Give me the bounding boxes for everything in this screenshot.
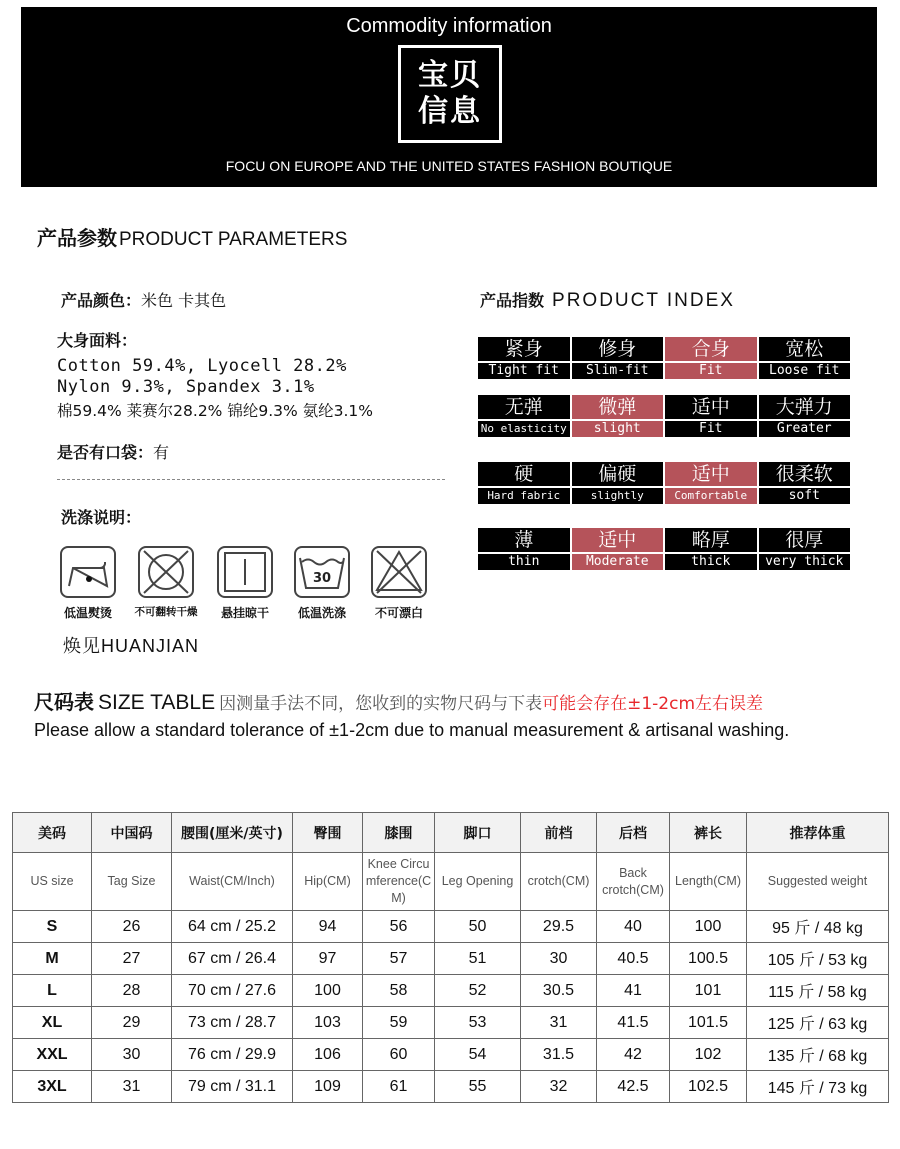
table-cell: 95 斤 / 48 kg	[747, 911, 889, 943]
size-table	[12, 812, 889, 1103]
table-cell: 32	[521, 1071, 597, 1103]
index-title-cn: 产品指数	[480, 291, 545, 310]
index-cell-en: Slim-fit	[572, 363, 664, 379]
banner-box-line2: 信息	[418, 94, 482, 129]
size-cell: XL	[13, 1007, 92, 1039]
table-cell: 27	[92, 943, 172, 975]
color-value: 米色 卡其色	[141, 291, 227, 310]
table-cell: 58	[363, 975, 435, 1007]
wash-item-no-bleach	[368, 546, 430, 621]
size-cell: 3XL	[13, 1071, 92, 1103]
table-cell: 30	[92, 1039, 172, 1071]
index-cell-en: Loose fit	[759, 363, 851, 379]
size-table-heading	[34, 686, 763, 715]
table-cell: 52	[435, 975, 521, 1007]
col-header-cn: 推荐体重	[747, 813, 889, 853]
commodity-banner	[21, 7, 877, 187]
table-cell: 54	[435, 1039, 521, 1071]
banner-box	[398, 45, 502, 143]
index-cell-en: slight	[572, 421, 664, 437]
table-cell: 30	[521, 943, 597, 975]
size-title-cn: 尺码表	[34, 690, 94, 714]
index-cell-en: soft	[759, 488, 851, 504]
wash-item-wash-30	[290, 546, 354, 621]
table-cell: 57	[363, 943, 435, 975]
table-cell: 42	[597, 1039, 670, 1071]
table-cell: 28	[92, 975, 172, 1007]
index-cell	[759, 528, 851, 570]
table-cell: 109	[293, 1071, 363, 1103]
col-header-en: Waist(CM/Inch)	[172, 853, 293, 911]
index-cell-en: Comfortable	[665, 488, 757, 504]
size-cell: S	[13, 911, 92, 943]
fabric-line-1: Cotton 59.4%, Lyocell 28.2%	[57, 356, 347, 376]
table-cell: 51	[435, 943, 521, 975]
index-cell-selected	[572, 528, 664, 570]
color-row	[61, 288, 226, 311]
index-cell	[572, 337, 664, 379]
table-cell: 41.5	[597, 1007, 670, 1039]
table-row	[13, 943, 889, 975]
params-heading	[37, 222, 347, 251]
index-row-elasticity	[478, 395, 850, 437]
table-cell: 31	[92, 1071, 172, 1103]
wash-30-icon	[294, 546, 350, 598]
table-cell: 30.5	[521, 975, 597, 1007]
wash-item-no-tumble	[131, 546, 201, 619]
index-cell-cn: 适中	[665, 462, 757, 486]
index-cell-selected	[665, 462, 757, 504]
index-cell-en: Fit	[665, 363, 757, 379]
params-title-en: PRODUCT PARAMETERS	[119, 229, 348, 250]
wash-item-iron	[57, 546, 119, 621]
wash-row	[61, 505, 141, 528]
wash-label-no-tumble: 不可翻转干燥	[134, 606, 198, 618]
index-cell-cn: 大弹力	[759, 395, 851, 419]
col-header-en: Tag Size	[92, 853, 172, 911]
table-row	[13, 911, 889, 943]
index-cell-cn: 微弹	[572, 395, 664, 419]
wash-label-hang-dry: 悬挂晾干	[220, 606, 269, 620]
table-cell: 56	[363, 911, 435, 943]
table-cell: 102.5	[670, 1071, 747, 1103]
table-cell: 100	[293, 975, 363, 1007]
index-cell-en: slightly	[572, 488, 664, 504]
table-cell: 55	[435, 1071, 521, 1103]
index-title-en: PRODUCT INDEX	[552, 290, 735, 311]
col-header-cn: 中国码	[92, 813, 172, 853]
col-header-en: Knee Circumference(CM)	[363, 853, 435, 911]
index-row-thickness	[478, 528, 850, 570]
wash-label: 洗涤说明：	[61, 508, 142, 527]
index-cell-en: Greater	[759, 421, 851, 437]
col-header-en: Back crotch(CM)	[597, 853, 670, 911]
table-cell: 106	[293, 1039, 363, 1071]
index-cell-cn: 宽松	[759, 337, 851, 361]
pocket-row	[57, 440, 169, 463]
table-cell: 64 cm / 25.2	[172, 911, 293, 943]
table-cell: 115 斤 / 58 kg	[747, 975, 889, 1007]
size-cell: L	[13, 975, 92, 1007]
table-cell: 40	[597, 911, 670, 943]
index-cell-cn: 适中	[665, 395, 757, 419]
size-cell: M	[13, 943, 92, 975]
pocket-label: 是否有口袋：	[57, 443, 154, 462]
col-header-cn: 后档	[597, 813, 670, 853]
table-cell: 135 斤 / 68 kg	[747, 1039, 889, 1071]
banner-title: Commodity information	[346, 15, 552, 37]
table-cell: 94	[293, 911, 363, 943]
table-cell: 29.5	[521, 911, 597, 943]
col-header-en: Hip(CM)	[293, 853, 363, 911]
index-cell-en: very thick	[759, 554, 851, 570]
table-cell: 125 斤 / 63 kg	[747, 1007, 889, 1039]
index-cell-cn: 薄	[478, 528, 570, 552]
index-cell-cn: 合身	[665, 337, 757, 361]
divider	[57, 479, 445, 480]
table-cell: 100.5	[670, 943, 747, 975]
header-row-en	[13, 853, 889, 911]
index-cell	[572, 462, 664, 504]
index-row-hardness	[478, 462, 850, 504]
table-cell: 101.5	[670, 1007, 747, 1039]
index-cell-en: thick	[665, 554, 757, 570]
index-cell-cn: 修身	[572, 337, 664, 361]
table-cell: 53	[435, 1007, 521, 1039]
col-header-en: Length(CM)	[670, 853, 747, 911]
index-cell	[665, 395, 757, 437]
table-cell: 103	[293, 1007, 363, 1039]
table-cell: 42.5	[597, 1071, 670, 1103]
index-cell-cn: 偏硬	[572, 462, 664, 486]
table-cell: 101	[670, 975, 747, 1007]
index-cell-selected	[665, 337, 757, 379]
table-cell: 59	[363, 1007, 435, 1039]
table-cell: 76 cm / 29.9	[172, 1039, 293, 1071]
col-header-cn: 膝围	[363, 813, 435, 853]
table-row	[13, 1007, 889, 1039]
col-header-en: US size	[13, 853, 92, 911]
col-header-cn: 脚口	[435, 813, 521, 853]
wash-label-wash-30: 低温洗涤	[297, 606, 346, 620]
col-header-en: Leg Opening	[435, 853, 521, 911]
wash-label-iron: 低温熨烫	[63, 606, 112, 620]
no-tumble-dry-icon	[138, 546, 194, 598]
table-cell: 50	[435, 911, 521, 943]
index-cell	[478, 395, 570, 437]
table-row	[13, 1071, 889, 1103]
table-cell: 41	[597, 975, 670, 1007]
size-title-en: SIZE TABLE	[98, 691, 216, 714]
table-cell: 61	[363, 1071, 435, 1103]
brand-name: 焕见HUANJIAN	[63, 636, 200, 656]
index-cell-en: No elasticity	[478, 421, 570, 437]
table-cell: 73 cm / 28.7	[172, 1007, 293, 1039]
table-cell: 26	[92, 911, 172, 943]
index-cell	[759, 462, 851, 504]
col-header-cn: 前档	[521, 813, 597, 853]
index-cell	[759, 395, 851, 437]
table-row	[13, 1039, 889, 1071]
col-header-en: crotch(CM)	[521, 853, 597, 911]
table-cell: 97	[293, 943, 363, 975]
table-cell: 40.5	[597, 943, 670, 975]
size-note-cn: 因测量手法不同，您收到的实物尺码与下表	[219, 694, 543, 714]
index-cell-selected	[572, 395, 664, 437]
index-cell	[478, 462, 570, 504]
fabric-label-row	[57, 328, 137, 351]
wash-item-hang-dry	[213, 546, 277, 621]
table-row	[13, 975, 889, 1007]
banner-box-line1: 宝贝	[418, 58, 482, 93]
no-bleach-icon	[371, 546, 427, 598]
fabric-line-2: Nylon 9.3%, Spandex 3.1%	[57, 377, 315, 397]
tolerance-note: Please allow a standard tolerance of ±1-2cm due to manual measurement & artisanal washing.	[34, 720, 790, 740]
wash-label-no-bleach: 不可漂白	[374, 606, 423, 620]
header-row-cn	[13, 813, 889, 853]
table-cell: 100	[670, 911, 747, 943]
table-cell: 105 斤 / 53 kg	[747, 943, 889, 975]
index-cell-cn: 适中	[572, 528, 664, 552]
index-cell-en: Fit	[665, 421, 757, 437]
index-row-fit	[478, 337, 850, 379]
table-cell: 29	[92, 1007, 172, 1039]
table-cell: 31.5	[521, 1039, 597, 1071]
index-cell-cn: 无弹	[478, 395, 570, 419]
index-cell-cn: 略厚	[665, 528, 757, 552]
index-heading	[480, 288, 735, 312]
index-cell	[478, 528, 570, 570]
index-cell-en: Tight fit	[478, 363, 570, 379]
fabric-label: 大身面料：	[57, 331, 138, 350]
col-header-cn: 腰围(厘米/英寸)	[172, 813, 293, 853]
index-cell	[665, 528, 757, 570]
col-header-cn: 臀围	[293, 813, 363, 853]
table-cell: 31	[521, 1007, 597, 1039]
size-cell: XXL	[13, 1039, 92, 1071]
index-cell	[759, 337, 851, 379]
wash-temp-value: 30	[312, 571, 332, 586]
index-cell	[478, 337, 570, 379]
table-cell: 79 cm / 31.1	[172, 1071, 293, 1103]
table-cell: 70 cm / 27.6	[172, 975, 293, 1007]
table-cell: 67 cm / 26.4	[172, 943, 293, 975]
index-cell-cn: 很厚	[759, 528, 851, 552]
params-title-cn: 产品参数	[37, 226, 117, 250]
table-cell: 102	[670, 1039, 747, 1071]
col-header-en: Suggested weight	[747, 853, 889, 911]
hang-dry-icon	[217, 546, 273, 598]
col-header-cn: 裤长	[670, 813, 747, 853]
color-label: 产品颜色：	[61, 291, 142, 310]
index-cell-en: Hard fabric	[478, 488, 570, 504]
fabric-line-3: 棉59.4% 莱赛尔28.2% 锦纶9.3% 氨纶3.1%	[57, 402, 374, 420]
index-cell-en: thin	[478, 554, 570, 570]
index-cell-cn: 很柔软	[759, 462, 851, 486]
low-temp-iron-icon	[60, 546, 116, 598]
table-cell: 60	[363, 1039, 435, 1071]
size-note-red: 可能会存在±1-2cm左右误差	[542, 694, 764, 714]
index-cell-cn: 硬	[478, 462, 570, 486]
index-cell-en: Moderate	[572, 554, 664, 570]
banner-subtitle: FOCU ON EUROPE AND THE UNITED STATES FASHION BOUTIQUE	[225, 158, 673, 174]
table-cell: 145 斤 / 73 kg	[747, 1071, 889, 1103]
index-cell-cn: 紧身	[478, 337, 570, 361]
col-header-cn: 美码	[13, 813, 92, 853]
pocket-value: 有	[153, 443, 170, 462]
